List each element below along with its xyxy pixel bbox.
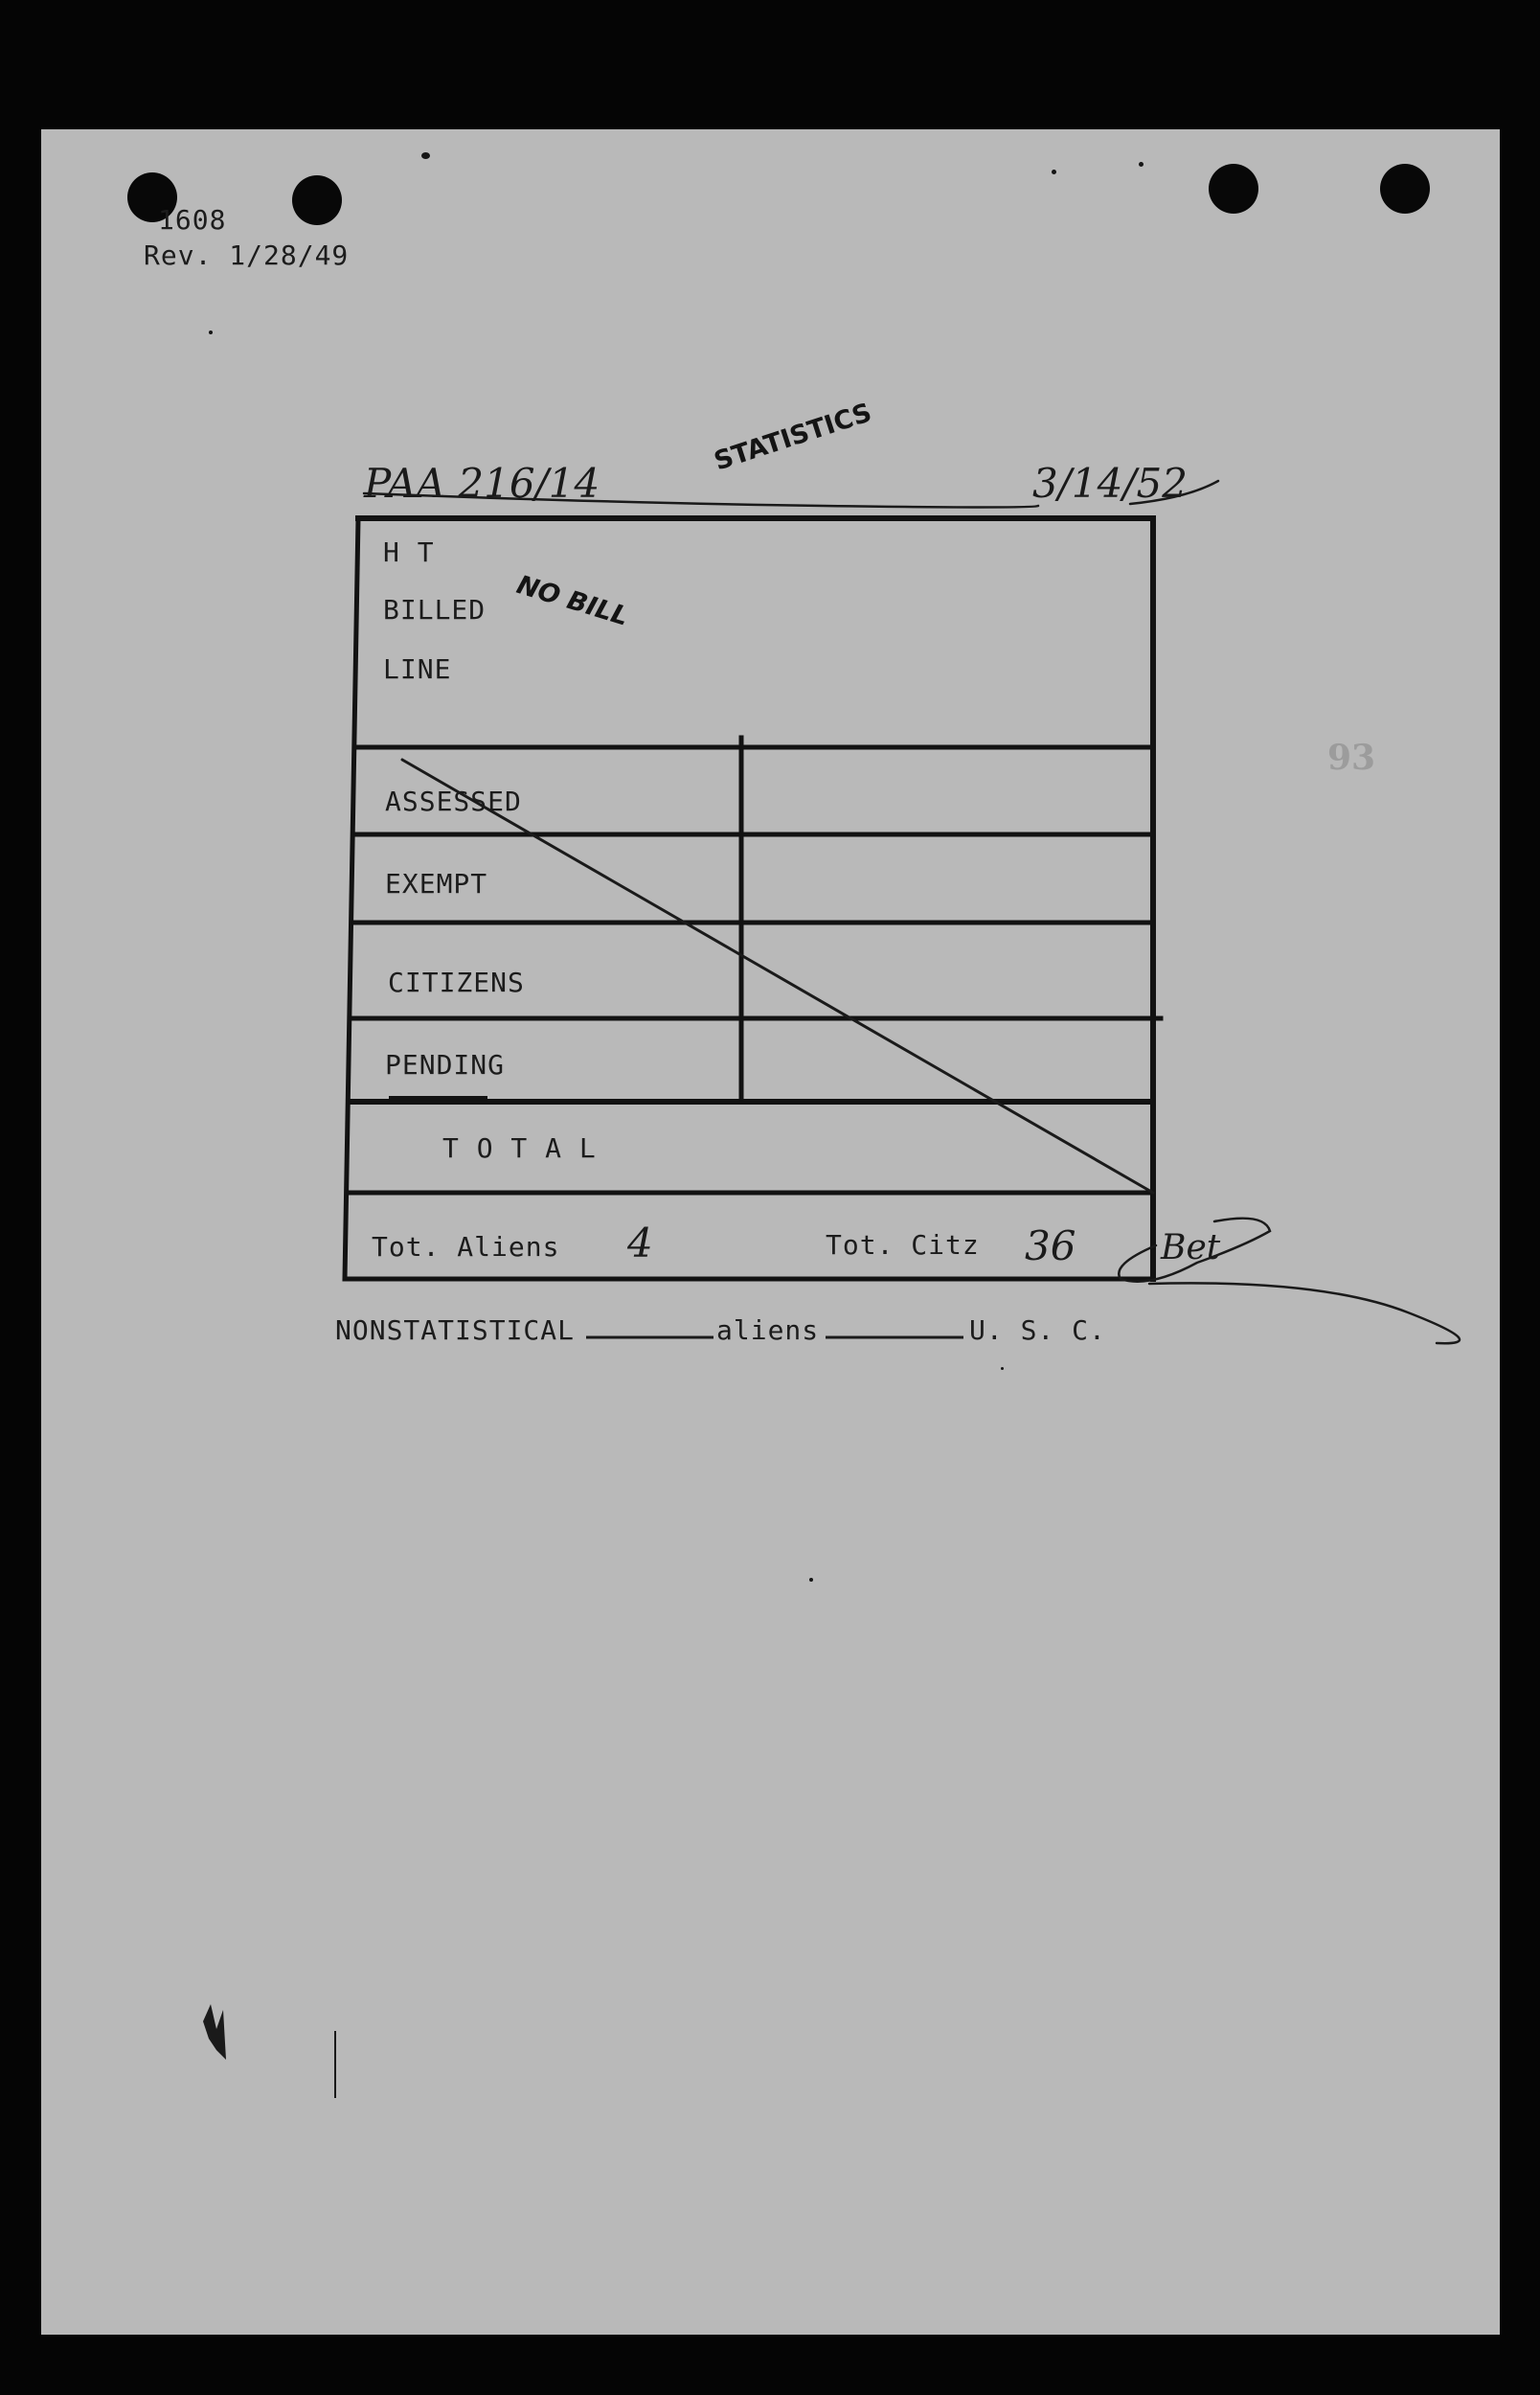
box-line-ht: H T [383, 536, 435, 568]
total-label: T O T A L [442, 1132, 597, 1164]
initials-loop [1119, 1219, 1270, 1282]
row-label-pending: PENDING [385, 1049, 506, 1081]
file-reference: PAA 216/14 [364, 460, 600, 507]
form-revision: Rev. 1/28/49 [144, 240, 350, 271]
no-bill-stamp: NO BILL [512, 570, 632, 632]
total-aliens-label: Tot. Aliens [372, 1231, 560, 1263]
diagonal-cancel-line [402, 760, 1153, 1193]
nonstatistical-usc-label: U. S. C. [969, 1314, 1106, 1346]
date-entry: 3/14/52 [1032, 460, 1188, 507]
total-aliens-value: 4 [627, 1220, 653, 1266]
nonstatistical-label: NONSTATISTICAL [335, 1314, 576, 1346]
box-line-billed: BILLED [383, 594, 487, 626]
total-citizens-value: 36 [1025, 1222, 1076, 1269]
box-line-line: LINE [383, 653, 452, 685]
box-border [345, 518, 1153, 1279]
row-label-citizens: CITIZENS [388, 967, 525, 998]
date-flourish [1130, 481, 1218, 504]
header-underline [364, 493, 1038, 508]
box-border [358, 518, 1153, 1279]
initials: Bet [1161, 1228, 1221, 1267]
total-citizens-label: Tot. Citz [826, 1229, 980, 1261]
form-number: 1608 [158, 204, 227, 236]
nonstatistical-aliens-label: aliens [716, 1314, 820, 1346]
row-label-exempt: EXEMPT [385, 868, 488, 900]
ink-mark [203, 2004, 226, 2060]
signature-flourish [1149, 1283, 1460, 1343]
statistics-stamp: STATISTICS [711, 398, 875, 477]
margin-number: 93 [1327, 738, 1376, 778]
ink-mark [334, 2031, 336, 2098]
row-label-assessed: ASSESSED [385, 786, 522, 817]
